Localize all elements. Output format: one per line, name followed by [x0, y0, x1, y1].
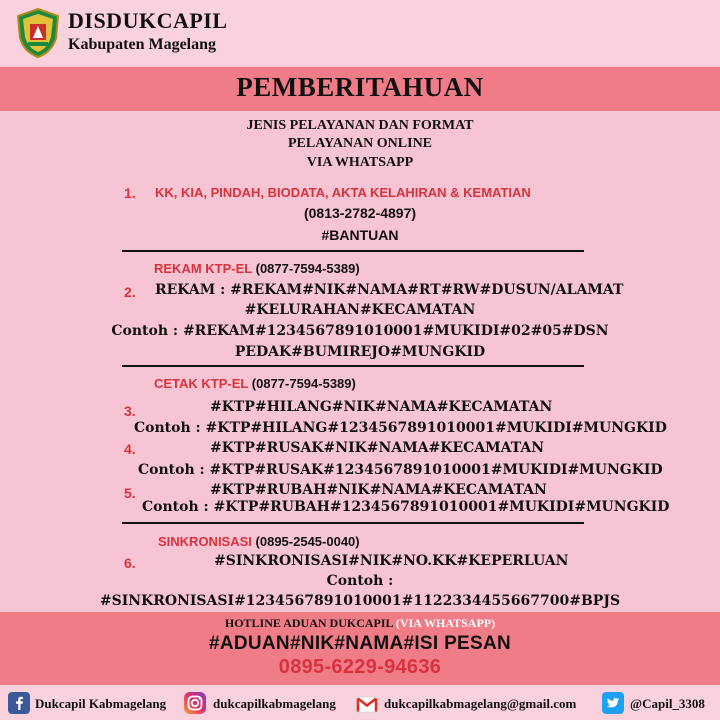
twitter-handle[interactable]: @Capil_3308: [630, 696, 705, 711]
item-number-3: 3.: [124, 403, 136, 419]
rekam-heading: [154, 261, 360, 276]
sinkron-example-label: Contoh :: [326, 573, 394, 589]
cetak-rubah-example: Contoh : #KTP#RUBAH#1234567891010001#MUKIDI#MUNGKID: [142, 499, 670, 515]
cetak-phone: (0877-7594-5389): [251, 376, 356, 391]
item-number-6: 6.: [124, 555, 136, 571]
cetak-hilang-format: #KTP#HILANG#NIK#NAMA#KECAMATAN: [210, 399, 553, 415]
divider: [122, 522, 584, 524]
facebook-handle[interactable]: Dukcapil Kabmagelang: [35, 696, 167, 711]
hotline-via: (VIA WHATSAPP): [395, 616, 496, 630]
intro-line-3: VIA WHATSAPP: [306, 155, 414, 170]
sinkron-format: #SINKRONISASI#NIK#NO.KK#KEPERLUAN: [214, 553, 569, 569]
item-number-1: 1.: [124, 185, 136, 201]
intro-line-1: JENIS PELAYANAN DAN FORMAT: [246, 118, 474, 133]
divider: [122, 365, 584, 367]
rekam-format-line2: #KELURAHAN#KECAMATAN: [244, 302, 476, 318]
twitter-icon[interactable]: [602, 692, 624, 714]
intro-line-2: PELAYANAN ONLINE: [287, 136, 433, 151]
magelang-crest-logo: [16, 8, 60, 58]
item-number-2: 2.: [124, 284, 136, 300]
hotline-phone: 0895-6229-94636: [278, 656, 442, 678]
rekam-example-line2: PEDAK#BUMIREJO#MUNGKID: [234, 344, 486, 360]
rekam-example-line1: Contoh : #REKAM#1234567891010001#MUKIDI#02#05#DSN: [111, 323, 609, 339]
section1-phone: (0813-2782-4897): [303, 205, 417, 221]
cetak-heading: [154, 376, 356, 391]
brand-subtitle: Kabupaten Magelang: [68, 36, 217, 53]
rekam-label: REKAM KTP-EL: [154, 261, 252, 276]
hotline-heading: [0, 616, 720, 631]
gmail-icon[interactable]: [356, 693, 378, 715]
page-title: PEMBERITAHUAN: [236, 72, 484, 102]
hotline-format: #ADUAN#NIK#NAMA#ISI PESAN: [208, 633, 512, 654]
item-number-4: 4.: [124, 441, 136, 457]
brand-title: DISDUKCAPIL: [68, 8, 228, 33]
sinkron-label: SINKRONISASI: [158, 534, 252, 549]
sinkron-example: #SINKRONISASI#1234567891010001#1122334455667700#BPJS: [99, 593, 621, 609]
facebook-icon[interactable]: [8, 692, 30, 714]
sinkron-phone: (0895-2545-0040): [255, 534, 360, 549]
section1-tag: #BANTUAN: [321, 227, 399, 243]
divider: [122, 250, 584, 252]
sinkron-heading: [158, 534, 360, 549]
rekam-phone: (0877-7594-5389): [255, 261, 360, 276]
cetak-label: CETAK KTP-EL: [154, 376, 249, 391]
rekam-format-line1: REKAM : #REKAM#NIK#NAMA#RT#RW#DUSUN/ALAMAT: [155, 282, 624, 298]
section1-services: KK, KIA, PINDAH, BIODATA, AKTA KELAHIRAN & KEMATIAN: [155, 185, 531, 200]
item-number-5: 5.: [124, 485, 136, 501]
cetak-rubah-format: #KTP#RUBAH#NIK#NAMA#KECAMATAN: [210, 482, 547, 498]
hotline-label: HOTLINE ADUAN DUKCAPIL: [224, 616, 393, 630]
instagram-handle[interactable]: dukcapilkabmagelang: [213, 696, 336, 711]
email-address[interactable]: dukcapilkabmagelang@gmail.com: [384, 696, 577, 711]
cetak-rusak-format: #KTP#RUSAK#NIK#NAMA#KECAMATAN: [210, 440, 545, 456]
instagram-icon[interactable]: [184, 692, 206, 714]
cetak-hilang-example: Contoh : #KTP#HILANG#1234567891010001#MUKIDI#MUNGKID: [134, 420, 667, 436]
cetak-rusak-example: Contoh : #KTP#RUSAK#1234567891010001#MUKIDI#MUNGKID: [138, 462, 663, 478]
